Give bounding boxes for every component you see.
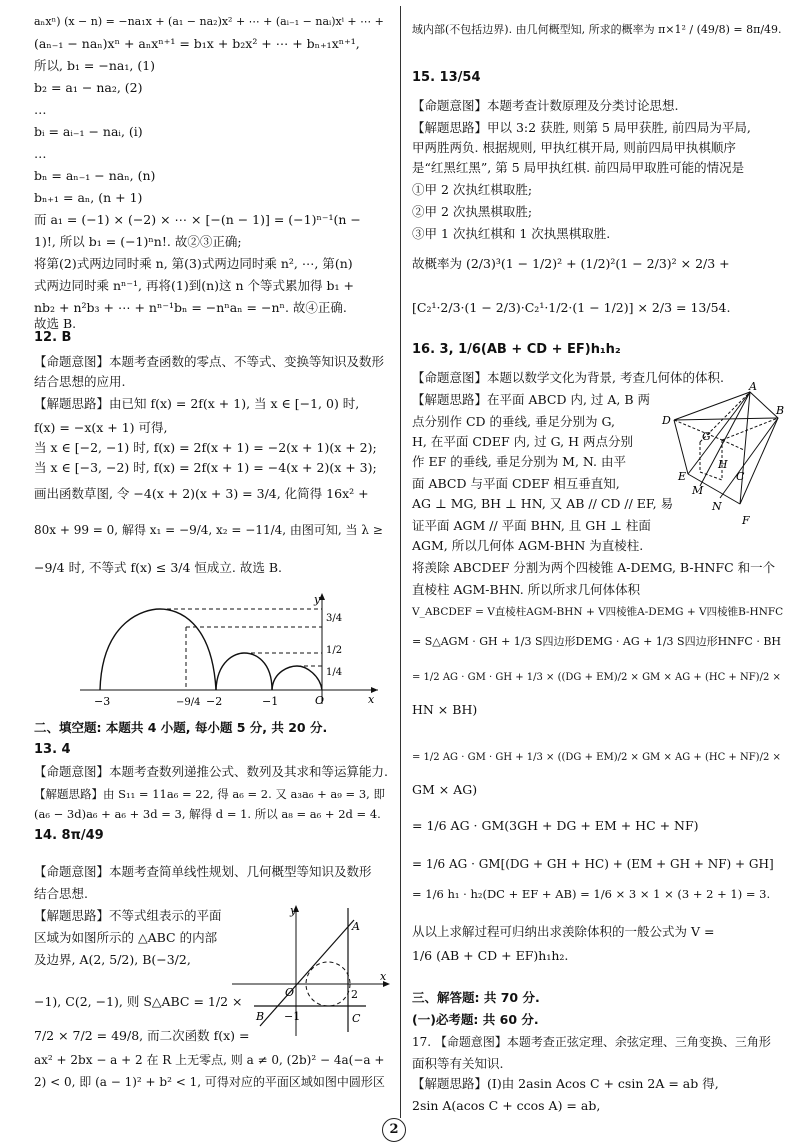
text-line: = 1/6 AG · GM(3GH + DG + EM + HC + NF) <box>412 818 699 833</box>
text-line: f(x) = −x(x + 1) 可得, <box>34 420 168 435</box>
text-line: = 1/6 h₁ · h₂(DC + EF + AB) = 1/6 × 3 × 1 × (3 + 2 + 1) = 3. <box>412 887 771 901</box>
q14-tick-2: 2 <box>351 988 358 1001</box>
text-line: −1), C(2, −1), 则 S△ABC = 1/2 × <box>34 994 243 1009</box>
text-line: AGM, 所以几何体 AGM-BHN 为直棱柱. <box>412 538 644 553</box>
text-line: b₂ = a₁ − na₂, (2) <box>34 80 143 95</box>
text-line: nb₂ + n²b₃ + ⋯ + nⁿ⁻¹bₙ = −nⁿaₙ = −nⁿ. 故④正确. <box>34 300 347 315</box>
text-line: = 1/2 AG · GM · GH + 1/3 × ((DG + EM)/2 × GM × AG + (HC + NF)/2 × <box>412 672 781 683</box>
text-line: = S△AGM · GH + 1/3 S四边形DEMG · AG + 1/3 S四边形HNFC · BH <box>412 635 782 648</box>
q15-number: 15. 13/54 <box>412 70 481 85</box>
text-line: 【解题思路】在平面 ABCD 内, 过 A, B 两 <box>412 392 651 407</box>
q12-tick-minus1: −1 <box>262 695 279 708</box>
q16-vertex-H: H <box>718 458 728 471</box>
q12-origin: O <box>315 694 325 707</box>
text-line: bᵢ = aᵢ₋₁ − naᵢ, (i) <box>34 124 143 139</box>
text-line: 2sin A(acos C + ccos A) = ab, <box>412 1098 601 1113</box>
text-line: 从以上求解过程可归纳出求羡除体积的一般公式为 V = <box>412 924 715 939</box>
q16-vertex-M: M <box>692 484 704 497</box>
q12-tick-1-4: 1/4 <box>326 667 343 678</box>
q13-number: 13. 4 <box>34 742 71 757</box>
text-line: aₙxⁿ) (x − n) = −na₁x + (a₁ − na₂)x² + ⋯ + (aᵢ₋₁ − naᵢ)xⁱ + ⋯ + <box>34 15 384 28</box>
q14-number: 14. 8π/49 <box>34 828 104 843</box>
text-line: ax² + 2bx − a + 2 在 R 上无零点, 则 a ≠ 0, (2b)² − 4a(−a + <box>34 1053 385 1067</box>
q16-vertex-B: B <box>776 404 785 417</box>
text-line: 当 x ∈ [−3, −2) 时, f(x) = 2f(x + 1) = −4(x + 2)(x + 3); <box>34 460 377 475</box>
text-line: 【解题思路】由已知 f(x) = 2f(x + 1), 当 x ∈ [−1, 0) 时, <box>34 396 360 411</box>
q16-vertex-A: A <box>749 380 757 393</box>
q16-vertex-F: F <box>742 514 750 527</box>
text-line: 7/2 × 7/2 = 49/8, 而二次函数 f(x) = <box>34 1028 250 1043</box>
text-line: 面积等有关知识. <box>412 1056 504 1071</box>
text-line: 区域为如图所示的 △ABC 的内部 <box>34 930 218 945</box>
q16-vertex-D: D <box>662 414 671 427</box>
text-line: −9/4 时, 不等式 f(x) ≤ 3/4 恒成立. 故选 B. <box>34 560 283 575</box>
q14-point-A: A <box>352 920 360 933</box>
q12-function-graph <box>80 591 380 709</box>
q12-tick-minus3: −3 <box>94 695 111 708</box>
text-line: = 1/2 AG · GM · GH + 1/3 × ((DG + EM)/2 × GM × AG + (HC + NF)/2 × <box>412 752 781 763</box>
q14-origin: O <box>285 986 295 999</box>
q12-tick-3-4: 3/4 <box>326 613 343 624</box>
q14-x-label: x <box>380 970 387 983</box>
text-line: 将第(2)式两边同时乘 n, 第(3)式两边同时乘 n², ⋯, 第(n) <box>34 256 353 271</box>
q16-intent: 【命题意图】本题以数学文化为背景, 考查几何体的体积. <box>412 370 724 385</box>
text-line: 所以, b₁ = −na₁, (1) <box>34 58 156 73</box>
q16-vertex-E: E <box>678 470 687 483</box>
q14-conclusion: 域内部(不包括边界). 由几何概型知, 所求的概率为 π×1² / (49/8) = 8π/49. <box>412 23 782 36</box>
q16-vertex-N: N <box>712 500 722 513</box>
q12-tick-minus2: −2 <box>206 695 223 708</box>
text-line: 直棱柱 AGM-BHN. 所以所求几何体体积 <box>412 582 641 597</box>
text-line: 80x + 99 = 0, 解得 x₁ = −9/4, x₂ = −11/4, 由图可知, 当 λ ≥ <box>34 523 383 537</box>
q12-x-label: x <box>368 693 375 706</box>
text-line: (aₙ₋₁ − naₙ)xⁿ + aₙxⁿ⁺¹ = b₁x + b₂x² + ⋯ + bₙ₊₁xⁿ⁺¹, <box>34 36 360 51</box>
text-line: 【解题思路】由 S₁₁ = 11a₆ = 22, 得 a₆ = 2. 又 a₃a₆ + a₉ = 3, 即 <box>34 787 385 801</box>
text-line: bₙ₊₁ = aₙ, (n + 1) <box>34 190 143 205</box>
q12-number: 12. B <box>34 330 72 345</box>
fill-in-header: 二、填空题: 本题共 4 小题, 每小题 5 分, 共 20 分. <box>34 720 328 735</box>
text-line: GM × AG) <box>412 782 478 797</box>
q16-vertex-C: C <box>736 470 745 483</box>
text-line: 【命题意图】本题考查数列递推公式、数列及其求和等运算能力. <box>34 764 388 779</box>
text-line: 面 ABCD 与平面 CDEF 相互垂直知, <box>412 476 620 491</box>
text-line: 将羡除 ABCDEF 分割为两个四棱锥 A-DEMG, B-HNFC 和一个 <box>412 560 776 575</box>
text-line: 17. 【命题意图】本题考查正弦定理、余弦定理、三角变换、三角形 <box>412 1035 771 1049</box>
text-line: 及边界, A(2, 5/2), B(−3/2, <box>34 952 191 967</box>
text-line: [C₂¹·2/3·(1 − 2/3)·C₂¹·1/2·(1 − 1/2)] × 2/3 = 13/54. <box>412 300 731 315</box>
text-line: bₙ = aₙ₋₁ − naₙ, (n) <box>34 168 156 183</box>
text-line: = 1/6 AG · GM[(DG + GH + HC) + (EM + GH + NF) + GH] <box>412 857 774 871</box>
text-line: 【解题思路】不等式组表示的平面 <box>34 908 222 923</box>
text-line: 是“红黑红黑”, 第 5 局甲执红棋. 前四局甲取胜可能的情况是 <box>412 160 745 175</box>
column-divider <box>400 6 401 1118</box>
q16-solid-figure <box>650 380 786 528</box>
text-line: 作 EF 的垂线, 垂足分别为 M, N. 由平 <box>412 454 626 469</box>
solve-header: 三、解答题: 共 70 分. <box>412 990 540 1005</box>
text-line: 而 a₁ = (−1) × (−2) × ⋯ × [−(n − 1)] = (−1)ⁿ⁻¹(n − <box>34 212 361 227</box>
q12-tick-1-2: 1/2 <box>326 645 343 656</box>
text-line: 证平面 AGM // 平面 BHN, 且 GH ⊥ 柱面 <box>412 518 651 533</box>
text-line: ①甲 2 次执红棋取胜; <box>412 182 533 197</box>
q12-intent: 【命题意图】本题考查函数的零点、不等式、变换等知识及数形 <box>34 354 385 369</box>
text-line: ②甲 2 次执黑棋取胜; <box>412 204 533 219</box>
text-line: 【命题意图】本题考查计数原理及分类讨论思想. <box>412 98 679 113</box>
q14-region-graph <box>230 902 392 1038</box>
text-line: 式两边同时乘 nⁿ⁻¹, 再将(1)到(n)这 n 个等式累加得 b₁ + <box>34 278 354 293</box>
text-line: 【解题思路】(Ⅰ)由 2asin Acos C + csin 2A = ab 得, <box>412 1076 719 1091</box>
text-line: 画出函数草图, 令 −4(x + 2)(x + 3) = 3/4, 化简得 16x² + <box>34 486 369 501</box>
text-line: AG ⊥ MG, BH ⊥ HN, 又 AB // CD // EF, 易 <box>412 496 674 511</box>
text-line: 当 x ∈ [−2, −1) 时, f(x) = 2f(x + 1) = −2(x + 1)(x + 2); <box>34 440 377 455</box>
q14-tick-minus1: −1 <box>284 1010 301 1023</box>
q16-number: 16. 3, 1/6(AB + CD + EF)h₁h₂ <box>412 342 621 357</box>
text-line: V_ABCDEF = V直棱柱AGM-BHN + V四棱锥A-DEMG + V四棱锥B-HNFC <box>412 606 784 618</box>
q12-y-label: y <box>314 593 321 606</box>
q14-y-label: y <box>290 904 297 917</box>
text-line: (a₆ − 3d)a₆ + a₆ + 3d = 3, 解得 d = 1. 所以 a₈ = a₆ + 2d = 4. <box>34 807 381 821</box>
q12-tick-minus9-4: −9/4 <box>176 697 201 708</box>
required-header: (一)必考题: 共 60 分. <box>412 1012 539 1027</box>
q12-intent-cont: 结合思想的应用. <box>34 374 126 389</box>
text-line: HN × BH) <box>412 702 478 717</box>
q16-vertex-G: G <box>702 430 711 443</box>
text-line: 结合思想. <box>34 886 88 901</box>
text-line: H, 在平面 CDEF 内, 过 G, H 两点分别 <box>412 434 633 449</box>
text-line: ③甲 1 次执红棋和 1 次执黑棋取胜. <box>412 226 611 241</box>
q14-point-B: B <box>256 1010 265 1023</box>
text-line: … <box>34 102 47 117</box>
text-line: 点分别作 CD 的垂线, 垂足分别为 G, <box>412 414 615 429</box>
text-line: 【解题思路】甲以 3:2 获胜, 则第 5 局甲获胜, 前四局为平局, <box>412 120 751 135</box>
page-number: 2 <box>382 1118 406 1142</box>
text-line: 【命题意图】本题考查简单线性规划、几何概型等知识及数形 <box>34 864 372 879</box>
text-line: … <box>34 146 47 161</box>
q14-point-C: C <box>352 1012 361 1025</box>
text-line: 1)!, 所以 b₁ = (−1)ⁿn!. 故②③正确; <box>34 234 242 249</box>
text-line: 故选 B. <box>34 316 77 331</box>
text-line: 甲两胜两负. 根据规则, 甲执红棋开局, 则前四局甲执棋顺序 <box>412 140 736 155</box>
text-line: 2) < 0, 即 (a − 1)² + b² < 1, 可得对应的平面区域如图中圆形区 <box>34 1075 385 1089</box>
text-line: 1/6 (AB + CD + EF)h₁h₂. <box>412 948 569 963</box>
text-line: 故概率为 (2/3)³(1 − 1/2)² + (1/2)²(1 − 2/3)² × 2/3 + <box>412 256 730 271</box>
